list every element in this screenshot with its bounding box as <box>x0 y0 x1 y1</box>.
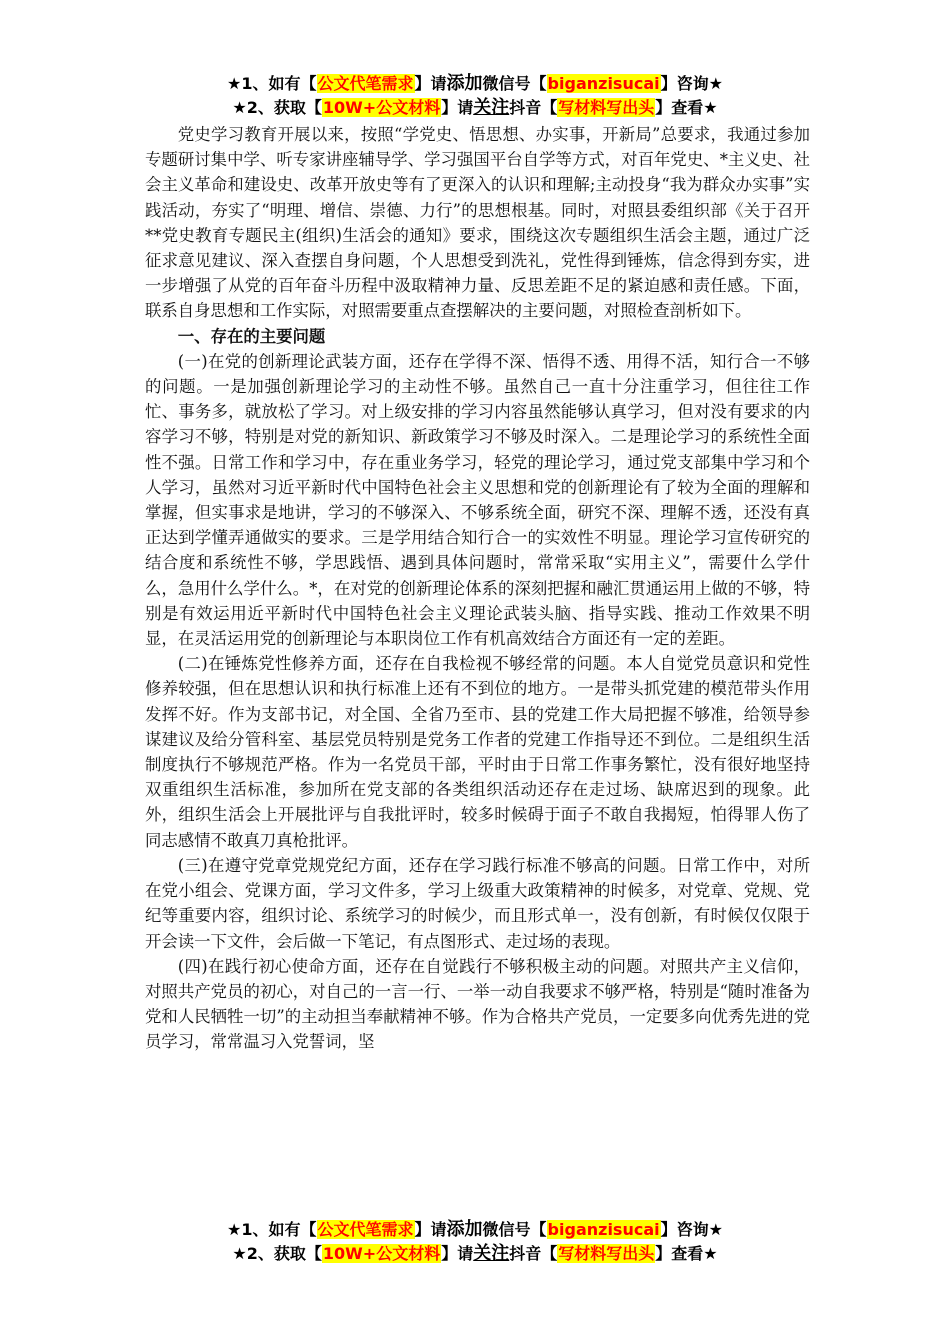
section-heading: 一、存在的主要问题 <box>177 326 326 346</box>
banner-highlight: 10W+公文材料 <box>322 98 441 117</box>
banner-text: 微信号【 <box>482 1220 547 1239</box>
paragraph-2: (二)在锤炼党性修养方面，还存在自我检视不够经常的问题。本人自觉党员意识和党性修养较强，但在思想认识和执行标准上还有不到位的地方。一是带头抓党建的模范带头作用发挥不好。作为支部书记，对全国、全省乃至市、县的党建工作大局把握不够准，给领导参谋建议及给分管科室、基层党员特别是党务工作者的党建工作指导还不到位。二是组织生活制度执行不够规范严格。作为一名党员干部，平时由于日常工作事务繁忙，没有很好地坚持双重组织生活标准，参加所在党支部的各类组织活动还存在走过场、缺席迟到的现象。此外，组织生活会上开展批评与自我批评时，较多时候碍于面子不敢自我揭短，怕得罪人伤了同志感情不敢真刀真枪批评。 <box>145 654 810 850</box>
banner-text: ★2、获取【 <box>232 1244 322 1263</box>
top-banner-line-2 <box>0 96 950 120</box>
banner-emphasis: 添加 <box>446 1219 483 1240</box>
banner-highlight: 写材料写出头 <box>558 1244 655 1263</box>
banner-emphasis: 关注 <box>473 1243 510 1264</box>
banner-text: 】请 <box>441 98 474 117</box>
paragraph-4: (四)在践行初心使命方面，还存在自觉践行不够积极主动的问题。对照共产主义信仰，对照共产党员的初心，对自己的一言一行、一举一动自我要求不够严格，特别是“随时准备为党和人民牺牲一切”的主动担当奉献精神不够。作为合格共产党员，一定要多向优秀先进的党员学习，常常温习入党誓词，坚 <box>145 956 810 1052</box>
banner-text: ★2、获取【 <box>232 98 322 117</box>
banner-highlight: 公文代笔需求 <box>317 74 414 93</box>
banner-text: 】请 <box>441 1244 474 1263</box>
banner-highlight: 写材料写出头 <box>558 98 655 117</box>
banner-highlight: biganzisucai <box>547 74 660 93</box>
paragraph-3: (三)在遵守党章党规党纪方面，还存在学习践行标准不够高的问题。日常工作中，对所在党小组会、党课方面，学习文件多，学习上级重大政策精神的时候多，对党章、党规、党纪等重要内容，组织讨论、系统学习的时候少，而且形式单一，没有创新，有时候仅仅限于开会读一下文件，会后做一下笔记，有点图形式、走过场的表现。 <box>145 855 810 951</box>
paragraph-1: (一)在党的创新理论武装方面，还存在学得不深、悟得不透、用得不活，知行合一不够的问题。一是加强创新理论学习的主动性不够。虽然自己一直十分注重学习，但往往工作忙、事务多，就放松了学习。对上级安排的学习内容虽然能够认真学习，但对没有要求的内容学习不够，特别是对党的新知识、新政策学习不够及时深入。二是理论学习的系统性全面性不强。日常工作和学习中，存在重业务学习，轻党的理论学习，通过党支部集中学习和个人学习，虽然对习近平新时代中国特色社会主义思想和党的创新理论有了较为全面的理解和掌握，但实事求是地讲，学习的不够深入、不够系统全面，研究不深、理解不透，还没有真正达到学懂弄通做实的要求。三是学用结合知行合一的实效性不明显。理论学习宣传研究的结合度和系统性不够，学思践悟、遇到具体问题时，常常采取“实用主义”，需要什么学什么，急用什么学什么。*，在对党的创新理论体系的深刻把握和融汇贯通运用上做的不够，特别是有效运用近平新时代中国特色社会主义理论武装头脑、指导实践、推动工作效果不明显，在灵活运用党的创新理论与本职岗位工作有机高效结合方面还有一定的差距。 <box>145 351 810 649</box>
document-body <box>145 122 810 1055</box>
banner-text: 抖音【 <box>509 1244 558 1263</box>
banner-text: 微信号【 <box>482 74 547 93</box>
banner-highlight: biganzisucai <box>547 1220 660 1239</box>
banner-text: ★1、如有【 <box>227 74 317 93</box>
top-banner-line-1 <box>0 72 950 96</box>
banner-emphasis: 关注 <box>473 97 510 118</box>
banner-text: ★1、如有【 <box>227 1220 317 1239</box>
banner-highlight: 公文代笔需求 <box>317 1220 414 1239</box>
bottom-banner-line-1 <box>0 1218 950 1242</box>
banner-emphasis: 添加 <box>446 73 483 94</box>
intro-paragraph: 党史学习教育开展以来，按照“学党史、悟思想、办实事，开新局”总要求，我通过参加专题研讨集中学、听专家讲座辅导学、学习强国平台自学等方式，对百年党史、*主义史、社会主义革命和建设史、改革开放史等有了更深入的认识和理解;主动投身“我为群众办实事”实践活动，夯实了“明理、增信、崇德、力行”的思想根基。同时，对照县委组织部《关于召开**党史教育专题民主(组织)生活会的通知》要求，围绕这次专题组织生活会主题，通过广泛征求意见建议、深入查摆自身问题，个人思想受到洗礼，党性得到锤炼，信念得到夯实，进一步增强了从党的百年奋斗历程中汲取精神力量、反思差距不足的紧迫感和责任感。下面，联系自身思想和工作实际，对照需要重点查摆解决的主要问题，对照检查剖析如下。 <box>145 125 810 321</box>
banner-text: 】请 <box>414 1220 447 1239</box>
banner-text: 抖音【 <box>509 98 558 117</box>
banner-text: 】查看★ <box>655 1244 718 1263</box>
banner-text: 】查看★ <box>655 98 718 117</box>
bottom-banner-line-2 <box>0 1242 950 1266</box>
banner-text: 】咨询★ <box>660 74 723 93</box>
banner-text: 】咨询★ <box>660 1220 723 1239</box>
banner-text: 】请 <box>414 74 447 93</box>
banner-highlight: 10W+公文材料 <box>322 1244 441 1263</box>
